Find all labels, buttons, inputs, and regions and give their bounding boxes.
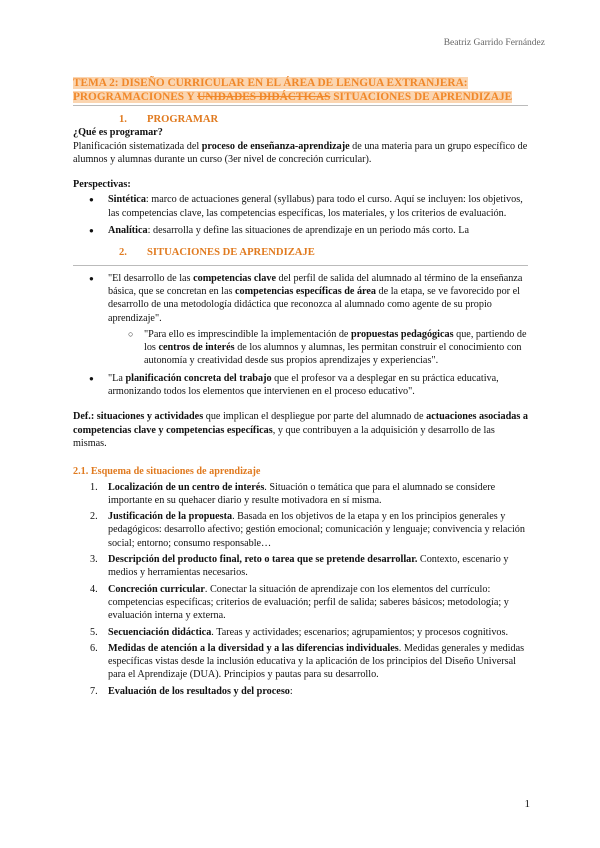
title-line-1: TEMA 2: DISEÑO CURRICULAR EN EL ÁREA DE LENGUA EXTRANJERA: [73,77,468,89]
section-2-heading: 2. SITUACIONES DE APRENDIZAJE [119,247,315,259]
definition-paragraph: Def.: situaciones y actividades que implican el despliegue por parte del alumnado de actuaciones asociadas a competencias clave y competencias específicas, y que contribuyen a la adquisición y desarrollo de las mismas. [73,411,528,449]
list-item: ● Sintética: marco de actuaciones general (syllabus) para todo el curso. Aquí se incluyen: los objetivos, las competencias clave, las competencias específicas, los materiales, y los criterios de evaluación. [73,193,528,220]
title-strikethrough: UNIDADES DIDÁCTICAS [197,91,331,103]
section-1-definition: Planificación sistematizada del proceso de enseñanza-aprendizaje de una materia para un grupo específico de alumnos y alumnas durante un curso (3er nivel de concreción curricular). [73,140,528,165]
section-1-heading: 1. PROGRAMAR [119,114,219,125]
title-line-2: PROGRAMACIONES Y UNIDADES DIDÁCTICAS SITUACIONES DE APRENDIZAJE [73,91,513,103]
quotes-list [73,272,528,399]
header-author: Beatriz Garrido Fernández [443,38,545,48]
scheme-list [73,481,528,698]
sub-list [108,328,528,368]
list-item: 3. Descripción del producto final, reto o tarea que se pretende desarrollar. Contexto, escenario y medios y herramientas necesarios. [90,554,509,579]
list-item: ● Analítica: desarrolla y define las situaciones de aprendizaje en un periodo más corto. La [73,224,528,237]
title-divider [73,105,528,106]
list-item: 1. Localización de un centro de interés. Situación o temática que para el alumnado se considere importante en su quehacer diario y resulte motivadora en sí misma. [90,481,496,506]
section-1-question: ¿Qué es programar? [73,127,163,139]
list-item: ● "El desarrollo de las competencias clave del perfil de salida del alumnado al término de la enseñanza básica, que se concretan en las competencias específicas de área de la etapa, se ve favorecido por el desarrollo de una metodología didáctica que reconozca al alumnado como agente de su propio aprendizaje". ○ "Para ello es imprescindible la implementación de propuestas pedagógicas que, partiendo de los centros de interés de los alumnos y alumnas, les permitan construir el conocimiento con autonomía y creatividad desde sus propios aprendizajes y experiencias". [73,272,528,368]
list-item: ● "La planificación concreta del trabajo que el profesor va a desplegar en su práctica educativa, armonizando todos los elementos que intervienen en el proceso educativo". [73,372,528,399]
list-item: 6. Medidas de atención a la diversidad y a las diferencias individuales. Medidas generales y medidas específicas vistas desde la inclusión educativa y la aplicación de los principios del Diseño Universal para el Aprendizaje (DUA). Principios y pautas para su desarrollo. [90,642,525,681]
list-item: 5. Secuenciación didáctica. Tareas y actividades; escenarios; agrupamientos; y procesos cognitivos. [90,626,509,638]
list-item: 2. Justificación de la propuesta. Basada en los objetivos de la etapa y en los principios generales y pedagógicos: desarrollo afectivo; gestión emocional; comunicación y lenguaje; convivencia y relación social; entorno; consumo responsable… [90,511,525,549]
list-item: 7. Evaluación de los resultados y del proceso: [90,685,293,697]
perspectives-label: Perspectivas: [73,179,131,191]
list-item: 4. Concreción curricular. Conectar la situación de aprendizaje con los elementos del currículo: competencias específicas; criterios de evaluación; perfil de salida; saberes básicos; metodología; y evaluación interna y externa. [90,583,509,622]
perspectives-list [73,193,528,237]
sub-list-item: ○ "Para ello es imprescindible la implementación de propuestas pedagógicas que, partiendo de los centros de interés de los alumnos y alumnas, les permitan construir el conocimiento con autonomía y creatividad desde sus propios aprendizajes y experiencias". [108,328,528,368]
section-2-1-heading: 2.1. Esquema de situaciones de aprendizaje [73,466,261,478]
page-number: 1 [524,798,530,810]
document-body [73,113,528,701]
section-2-divider [73,265,528,266]
page-title [73,76,528,104]
